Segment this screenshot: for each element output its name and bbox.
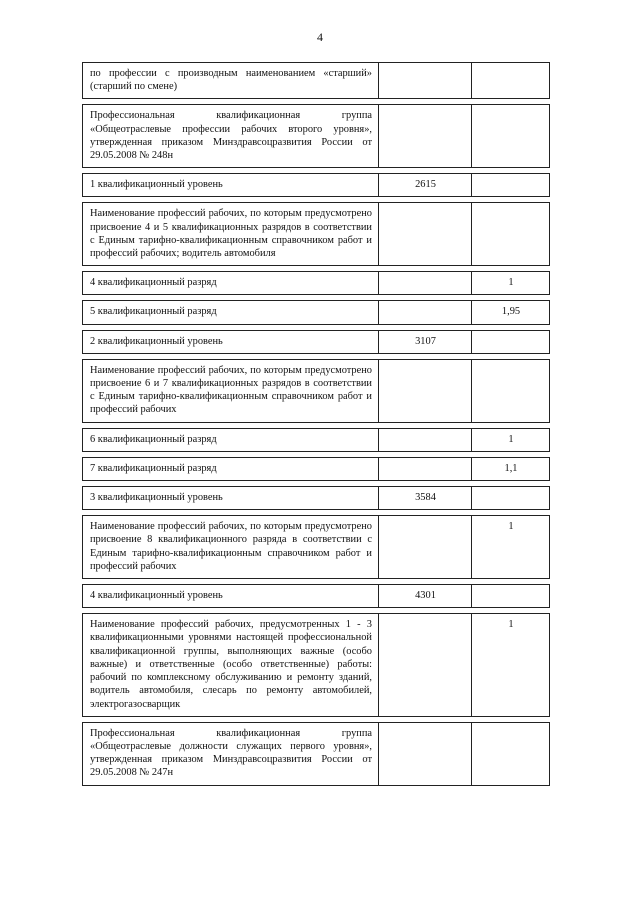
row-salary bbox=[379, 614, 472, 716]
row-coefficient: 1 bbox=[472, 614, 550, 716]
row-salary bbox=[379, 105, 472, 168]
row-text: 7 квалификационный разряд bbox=[83, 457, 379, 480]
table-row bbox=[83, 516, 550, 579]
row-coefficient: 1,1 bbox=[472, 457, 550, 480]
row-salary bbox=[379, 457, 472, 480]
row-coefficient bbox=[472, 585, 550, 608]
row-salary bbox=[379, 722, 472, 785]
table-row bbox=[83, 428, 550, 451]
row-coefficient: 1 bbox=[472, 428, 550, 451]
table-row bbox=[83, 487, 550, 510]
table-row bbox=[83, 174, 550, 197]
row-text: 1 квалификационный уровень bbox=[83, 174, 379, 197]
row-salary bbox=[379, 359, 472, 422]
table-row bbox=[83, 457, 550, 480]
row-coefficient bbox=[472, 174, 550, 197]
table-row bbox=[83, 722, 550, 785]
row-coefficient bbox=[472, 105, 550, 168]
table-row bbox=[83, 301, 550, 324]
row-text: 3 квалификационный уровень bbox=[83, 487, 379, 510]
table-row bbox=[83, 203, 550, 266]
row-salary: 2615 bbox=[379, 174, 472, 197]
row-text: Наименование профессий рабочих, по которым предусмотрено присвоение 8 квалификационного разряда в соответствии с Единым тарифно-квалификационным справочником работ и профессий рабочих bbox=[83, 516, 379, 579]
row-text: по профессии с производным наименованием «старший» (старший по смене) bbox=[83, 63, 379, 99]
row-coefficient bbox=[472, 722, 550, 785]
row-text: Наименование профессий рабочих, по которым предусмотрено присвоение 6 и 7 квалификационных разрядов в соответствии с Единым тарифно-квалификационным справочником работ и профессий рабочих bbox=[83, 359, 379, 422]
row-coefficient: 1,95 bbox=[472, 301, 550, 324]
row-salary: 3584 bbox=[379, 487, 472, 510]
row-salary: 4301 bbox=[379, 585, 472, 608]
row-salary bbox=[379, 272, 472, 295]
row-coefficient: 1 bbox=[472, 516, 550, 579]
row-text: 4 квалификационный уровень bbox=[83, 585, 379, 608]
row-text: Наименование профессий рабочих, по которым предусмотрено присвоение 4 и 5 квалификационных разрядов в соответствии с Единым тарифно-квалификационным справочником работ и профессий рабочих; водитель автомобиля bbox=[83, 203, 379, 266]
row-coefficient bbox=[472, 330, 550, 353]
table-row bbox=[83, 272, 550, 295]
row-coefficient bbox=[472, 487, 550, 510]
row-coefficient: 1 bbox=[472, 272, 550, 295]
row-coefficient bbox=[472, 203, 550, 266]
row-coefficient bbox=[472, 63, 550, 99]
table-row bbox=[83, 359, 550, 422]
row-text: 2 квалификационный уровень bbox=[83, 330, 379, 353]
row-text: 5 квалификационный разряд bbox=[83, 301, 379, 324]
row-text: Профессиональная квалификационная группа «Общеотраслевые профессии рабочих второго уровня», утвержденная приказом Минздравсоцразвития России от 29.05.2008 № 248н bbox=[83, 105, 379, 168]
row-salary bbox=[379, 203, 472, 266]
row-text: Профессиональная квалификационная группа «Общеотраслевые должности служащих первого уровня», утвержденная приказом Минздравсоцразвития России от 29.05.2008 № 247н bbox=[83, 722, 379, 785]
table-row bbox=[83, 105, 550, 168]
table-row bbox=[83, 585, 550, 608]
table-row bbox=[83, 330, 550, 353]
row-text: 4 квалификационный разряд bbox=[83, 272, 379, 295]
page-number: 4 bbox=[317, 30, 323, 44]
row-text: 6 квалификационный разряд bbox=[83, 428, 379, 451]
row-coefficient bbox=[472, 359, 550, 422]
row-salary bbox=[379, 516, 472, 579]
qualification-table bbox=[82, 62, 550, 786]
row-salary bbox=[379, 63, 472, 99]
row-salary bbox=[379, 428, 472, 451]
table-row bbox=[83, 63, 550, 99]
row-salary bbox=[379, 301, 472, 324]
table-row bbox=[83, 614, 550, 716]
row-salary: 3107 bbox=[379, 330, 472, 353]
row-text: Наименование профессий рабочих, предусмотренных 1 - 3 квалификационными уровнями настоящей профессиональной квалификационной группы, выполняющих важные (особо важные) и ответственные (особо ответственные) работы: рабочий по комплексному обслуживанию и ремонту зданий, водитель автомобиля, слесарь по ремонту автомобилей, электрогазосварщик bbox=[83, 614, 379, 716]
